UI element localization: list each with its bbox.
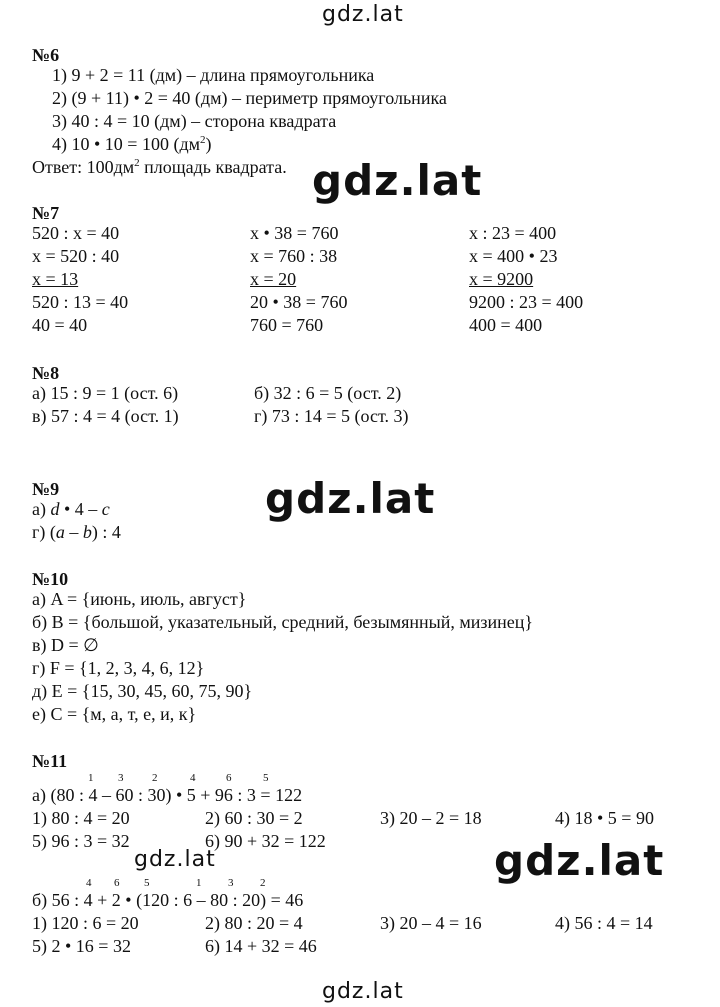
ex7-col1-line-4: 520 : 13 = 40 <box>32 292 129 312</box>
ex11-a-order-2: 3 <box>118 772 124 784</box>
ex6-line-1: 1) 9 + 2 = 11 (дм) – длина прямоугольника <box>52 65 375 85</box>
watermark-3: gdz.lat <box>134 847 216 872</box>
ex11-a-order-5: 6 <box>226 772 232 784</box>
ex7-col2-line-4: 20 • 38 = 760 <box>250 292 348 312</box>
ex11-b-expression: б) 56 : 4 + 2 • (120 : 6 – 80 : 20) = 46 <box>32 890 304 910</box>
exercise-9-title: №9 <box>32 479 60 499</box>
ex11-b-step-1: 1) 120 : 6 = 20 <box>32 913 139 933</box>
ex10-a: а) A = {июнь, июль, август} <box>32 589 247 609</box>
ex9-g: г) (a – b) : 4 <box>32 522 121 542</box>
ex6-answer: Ответ: $100дм^2$ площадь квадрата. <box>32 157 287 177</box>
ex7-col3-line-3: x = 9200 <box>469 269 534 289</box>
ex7-col3-line-4: 9200 : 23 = 400 <box>469 292 584 312</box>
ex10-d: д) E = {15, 30, 45, 60, 75, 90} <box>32 681 253 701</box>
ex7-col1-line-1: 520 : x = 40 <box>32 223 120 243</box>
exercise-8-title: №8 <box>32 363 60 383</box>
exercise-11-title: №11 <box>32 751 68 771</box>
ex8-b: б) 32 : 6 = 5 (ост. 2) <box>254 383 402 403</box>
ex11-b-order-3: 5 <box>144 877 150 889</box>
ex11-a-order-4: 4 <box>190 772 196 784</box>
ex11-b-order-2: 6 <box>114 877 120 889</box>
ex11-b-step-5: 5) 2 • 16 = 32 <box>32 936 131 956</box>
ex6-line-2: 2) (9 + 11) • 2 = 40 (дм) – периметр прямоугольника <box>52 88 447 108</box>
ex11-a-step-3: 3) 20 – 2 = 18 <box>380 808 482 828</box>
ex8-g: г) 73 : 14 = 5 (ост. 3) <box>254 406 409 426</box>
ex11-a-order-marks <box>32 772 332 784</box>
watermark-1: gdz.lat <box>312 156 483 205</box>
ex11-a-expression: а) (80 : 4 – 60 : 30) • 5 + 96 : 3 = 122 <box>32 785 303 805</box>
ex8-a: а) 15 : 9 = 1 (ост. 6) <box>32 383 179 403</box>
ex7-col2-line-2: x = 760 : 38 <box>250 246 338 266</box>
ex11-b-order-1: 4 <box>86 877 92 889</box>
ex7-col2-line-3: x = 20 <box>250 269 297 289</box>
ex11-a-step-6: 6) 90 + 32 = 122 <box>205 831 326 851</box>
ex11-a-step-2: 2) 60 : 30 = 2 <box>205 808 303 828</box>
ex11-b-step-4: 4) 56 : 4 = 14 <box>555 913 653 933</box>
watermark-top: gdz.lat <box>322 2 404 27</box>
ex11-a-step-5: 5) 96 : 3 = 32 <box>32 831 130 851</box>
ex7-col1-line-3: x = 13 <box>32 269 79 289</box>
exercise-7-title: №7 <box>32 203 60 223</box>
ex8-v: в) 57 : 4 = 4 (ост. 1) <box>32 406 179 426</box>
ex9-a: а) d • 4 – c <box>32 499 110 519</box>
ex7-col3-line-1: x : 23 = 400 <box>469 223 557 243</box>
ex11-b-step-2: 2) 80 : 20 = 4 <box>205 913 303 933</box>
ex11-b-step-6: 6) 14 + 32 = 46 <box>205 936 317 956</box>
ex10-e: е) C = {м, а, т, е, и, к} <box>32 704 197 724</box>
ex11-b-order-6: 2 <box>260 877 266 889</box>
ex7-col3-line-2: x = 400 • 23 <box>469 246 558 266</box>
ex11-b-order-5: 3 <box>228 877 234 889</box>
ex11-b-order-4: 1 <box>196 877 202 889</box>
watermark-2: gdz.lat <box>265 474 436 523</box>
ex6-line-4: 4) 10 • 10 = 100 $(дм^2)$ <box>52 134 212 154</box>
ex11-a-step-4: 4) 18 • 5 = 90 <box>555 808 654 828</box>
ex11-a-step-1: 1) 80 : 4 = 20 <box>32 808 130 828</box>
ex10-b: б) B = {большой, указательный, средний, безымянный, мизинец} <box>32 612 534 632</box>
ex6-line-3: 3) 40 : 4 = 10 (дм) – сторона квадрата <box>52 111 337 131</box>
ex11-a-order-3: 2 <box>152 772 158 784</box>
ex11-b-step-3: 3) 20 – 4 = 16 <box>380 913 482 933</box>
ex7-col3-line-5: 400 = 400 <box>469 315 543 335</box>
ex7-col1-line-2: x = 520 : 40 <box>32 246 120 266</box>
watermark-4: gdz.lat <box>494 836 665 885</box>
ex7-col1-line-5: 40 = 40 <box>32 315 88 335</box>
ex10-g: г) F = {1, 2, 3, 4, 6, 12} <box>32 658 205 678</box>
ex7-col2-line-5: 760 = 760 <box>250 315 324 335</box>
ex11-a-order-6: 5 <box>263 772 269 784</box>
ex11-b-order-marks <box>32 877 332 889</box>
watermark-bottom: gdz.lat <box>322 979 404 1004</box>
exercise-6-title: №6 <box>32 45 60 65</box>
exercise-10-title: №10 <box>32 569 69 589</box>
ex10-v: в) D = ∅ <box>32 635 99 655</box>
ex7-col2-line-1: x • 38 = 760 <box>250 223 339 243</box>
ex11-a-order-1: 1 <box>88 772 94 784</box>
